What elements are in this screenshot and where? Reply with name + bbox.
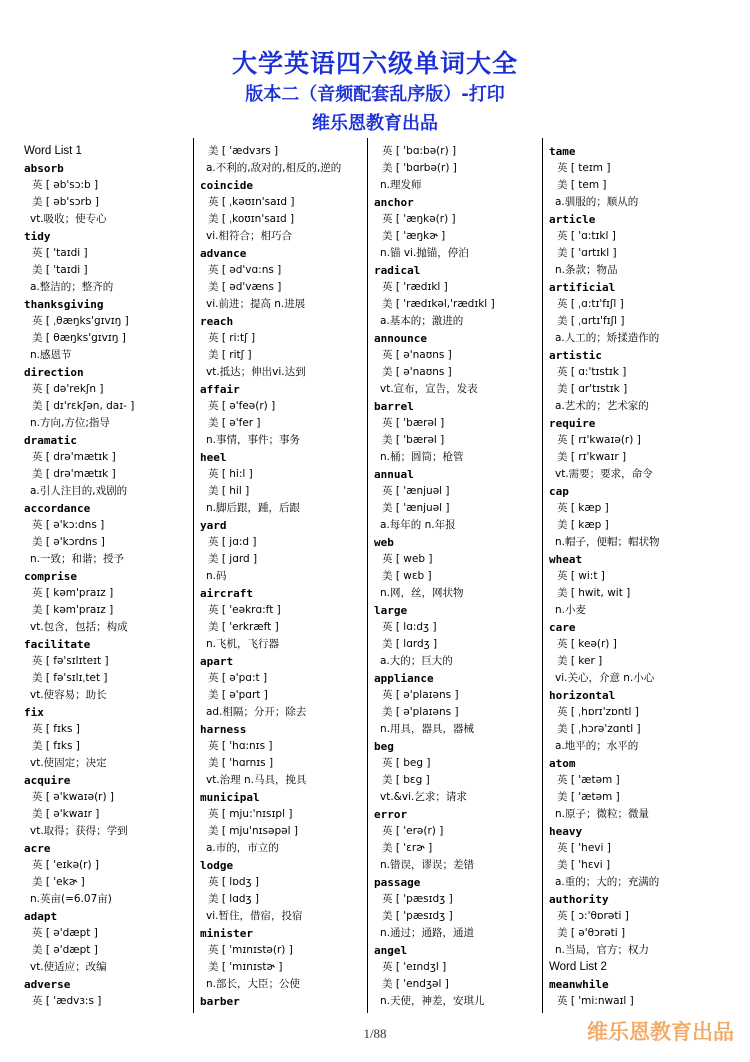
- definition: a.艺术的；艺术家的: [555, 400, 649, 412]
- phonetic: 美 [ θæŋks'gɪvɪŋ ]: [32, 332, 126, 344]
- definition: n.帽子，便帽；帽状物: [555, 536, 660, 548]
- definition: a.不利的,敌对的,相反的,逆的: [206, 162, 342, 174]
- headword: aircraft: [200, 587, 253, 600]
- phonetic: 美 [ ə'pɑrt ]: [208, 689, 268, 701]
- phonetic: 美 [ ə'plaɪəns ]: [382, 706, 459, 718]
- headword: artificial: [549, 281, 616, 294]
- phonetic: 美 [ ə'kwaɪr ]: [32, 808, 100, 820]
- definition: n.网，丝，网状物: [380, 587, 464, 599]
- phonetic: 美 [ ritʃ ]: [208, 349, 252, 361]
- phonetic: 英 [ ə'plaɪəns ]: [382, 689, 459, 701]
- headword: comprise: [24, 570, 77, 583]
- phonetic: 美 [ ɑr'tɪstɪk ]: [557, 383, 628, 395]
- phonetic: 英 [ ˌkəʊɪn'saɪd ]: [208, 196, 295, 208]
- word-column-4: [549, 143, 717, 1010]
- headword: meanwhile: [549, 978, 609, 991]
- phonetic: 英 [ ˌhɒrɪ'zɒntl ]: [557, 706, 639, 718]
- phonetic: 美 [ tem ]: [557, 179, 607, 191]
- phonetic: 美 [ 'pæsɪdʒ ]: [382, 910, 453, 922]
- phonetic: 英 [ 'bɑ:bə(r) ]: [382, 145, 457, 157]
- headword: artistic: [549, 349, 602, 362]
- phonetic: 英 [ 'eəkrɑ:ft ]: [208, 604, 281, 616]
- phonetic: 美 [ 'ætəm ]: [557, 791, 620, 803]
- definition: n.一致；和谐；授予: [30, 553, 124, 565]
- word-column-3: [374, 143, 542, 1010]
- headword: advance: [200, 247, 247, 260]
- publisher-line: 维乐恩教育出品: [312, 113, 438, 134]
- headword: affair: [200, 383, 240, 396]
- phonetic: 美 [ 'ɛrɚ ]: [382, 842, 433, 854]
- headword: yard: [200, 519, 227, 532]
- phonetic: 美 [ ə'fer ]: [208, 417, 261, 429]
- headword: heel: [200, 451, 227, 464]
- definition: vi.前进；提高 n.进展: [206, 298, 306, 310]
- phonetic: 英 [ ˌθæŋks'gɪvɪŋ ]: [32, 315, 129, 327]
- phonetic: 英 [ 'erə(r) ]: [382, 825, 444, 837]
- phonetic: 美 [ 'ekɚ ]: [32, 876, 85, 888]
- headword: wheat: [549, 553, 583, 566]
- definition: n.桶；圆筒；枪管: [380, 451, 464, 463]
- phonetic: 英 [ drə'mætɪk ]: [32, 451, 116, 463]
- definition: n.飞机，飞行器: [206, 638, 279, 650]
- phonetic: 英 [ 'ɑ:tɪkl ]: [557, 230, 616, 242]
- phonetic: 英 [ beg ]: [382, 757, 431, 769]
- headword: direction: [24, 366, 84, 379]
- headword: appliance: [374, 672, 434, 685]
- phonetic: 美 [ ˌkoʊɪn'saɪd ]: [208, 213, 295, 225]
- headword: barber: [200, 995, 240, 1008]
- phonetic: 英 [ ri:tʃ ]: [208, 332, 256, 344]
- phonetic: 美 [ 'bɑrbə(r) ]: [382, 162, 457, 174]
- phonetic: 英 [ 'taɪdi ]: [32, 247, 88, 259]
- headword: angel: [374, 944, 408, 957]
- headword: cap: [549, 485, 569, 498]
- headword: lodge: [200, 859, 234, 872]
- phonetic: 英 [ 'rædɪkl ]: [382, 281, 448, 293]
- phonetic: 美 [ fɪks ]: [32, 740, 80, 752]
- headword: passage: [374, 876, 421, 889]
- phonetic: 美 [ 'rædɪkəl,'rædɪkl ]: [382, 298, 495, 310]
- headword: announce: [374, 332, 427, 345]
- phonetic: 美 [ ker ]: [557, 655, 603, 667]
- headword: article: [549, 213, 596, 226]
- definition: vt.吸收；使专心: [30, 213, 107, 225]
- phonetic: 英 [ mju:'nɪsɪpl ]: [208, 808, 293, 820]
- headword: thanksgiving: [24, 298, 104, 311]
- headword: anchor: [374, 196, 414, 209]
- phonetic: 英 [ 'mi:nwaɪl ]: [557, 995, 634, 1007]
- headword: adverse: [24, 978, 71, 991]
- phonetic: 英 [ 'eɪkə(r) ]: [32, 859, 100, 871]
- definition: n.方向,方位;指导: [30, 417, 110, 429]
- phonetic: 英 [ rɪ'kwaɪə(r) ]: [557, 434, 641, 446]
- phonetic: 英 [ 'hɑ:nɪs ]: [208, 740, 273, 752]
- headword: absorb: [24, 162, 64, 175]
- headword: care: [549, 621, 576, 634]
- phonetic: 英 [ lɒdʒ ]: [208, 876, 260, 888]
- phonetic: 英 [ ə'naʊns ]: [382, 349, 452, 361]
- headword: radical: [374, 264, 421, 277]
- phonetic: 英 [ teɪm ]: [557, 162, 611, 174]
- headword: facilitate: [24, 638, 91, 651]
- definition: n.天使，神差，安琪儿: [380, 995, 485, 1007]
- phonetic: 英 [ jɑ:d ]: [208, 536, 257, 548]
- phonetic: 英 [ hi:l ]: [208, 468, 253, 480]
- phonetic: 英 [ ɑ:'tɪstɪk ]: [557, 366, 627, 378]
- word-column-2: [200, 143, 368, 1010]
- definition: vt.&vi.乞求；请求: [380, 791, 467, 803]
- word-list-title: Word List 2: [549, 961, 607, 973]
- word-column-1: [24, 143, 192, 1010]
- phonetic: 美 [ kəm'praɪz ]: [32, 604, 114, 616]
- headword: tame: [549, 145, 576, 158]
- phonetic: 美 [ 'ædvɜrs ]: [208, 145, 279, 157]
- phonetic: 英 [ 'bærəl ]: [382, 417, 445, 429]
- phonetic: 美 [ hwit, wit ]: [557, 587, 631, 599]
- definition: a.重的；大的；充满的: [555, 876, 660, 888]
- headword: coincide: [200, 179, 253, 192]
- headword: minister: [200, 927, 253, 940]
- phonetic: 美 [ əb'sɔrb ]: [32, 196, 99, 208]
- definition: n.码: [206, 570, 227, 582]
- definition: n.脚后跟，踵，后跟: [206, 502, 300, 514]
- page-subtitle: 版本二（音频配套乱序版）-打印: [245, 84, 505, 105]
- headword: heavy: [549, 825, 583, 838]
- headword: fix: [24, 706, 44, 719]
- phonetic: 英 [ lɑ:dʒ ]: [382, 621, 437, 633]
- phonetic: 英 [ ə'dæpt ]: [32, 927, 98, 939]
- phonetic: 美 [ ə'kɔrdns ]: [32, 536, 105, 548]
- definition: n.小麦: [555, 604, 586, 616]
- watermark: 维乐恩教育出品: [587, 1020, 734, 1044]
- phonetic: 美 [ 'ɑrtɪkl ]: [557, 247, 617, 259]
- definition: vt.包含，包括；构成: [30, 621, 128, 633]
- definition: vi.暂住，借宿，投宿: [206, 910, 303, 922]
- phonetic: 美 [ 'bærəl ]: [382, 434, 445, 446]
- headword: barrel: [374, 400, 414, 413]
- headword: horizontal: [549, 689, 616, 702]
- definition: n.英亩(=6.07亩): [30, 893, 112, 905]
- definition: ad.相隔；分开；除去: [206, 706, 307, 718]
- definition: a.人工的；矫揉造作的: [555, 332, 660, 344]
- definition: n.事情，事件；事务: [206, 434, 300, 446]
- phonetic: 英 [ 'pæsɪdʒ ]: [382, 893, 453, 905]
- phonetic: 英 [ əd'vɑ:ns ]: [208, 264, 282, 276]
- definition: vi.相符合；相巧合: [206, 230, 292, 242]
- phonetic: 美 [ fə'sɪlɪˌtet ]: [32, 672, 108, 684]
- phonetic: 美 [ dɪ'rɛkʃən, daɪ- ]: [32, 400, 135, 412]
- definition: a.整洁的；整齐的: [30, 281, 114, 293]
- headword: error: [374, 808, 408, 821]
- phonetic: 英 [ 'ætəm ]: [557, 774, 620, 786]
- definition: a.每年的 n.年报: [380, 519, 456, 531]
- page-number: 1/88: [363, 1026, 387, 1041]
- headword: dramatic: [24, 434, 77, 447]
- definition: n.条款；物品: [555, 264, 618, 276]
- phonetic: 美 [ 'taɪdi ]: [32, 264, 88, 276]
- definition: vt.使容易；助长: [30, 689, 107, 701]
- phonetic: 英 [ web ]: [382, 553, 433, 565]
- phonetic: 美 [ 'endʒəl ]: [382, 978, 449, 990]
- phonetic: 美 [ wɛb ]: [382, 570, 432, 582]
- definition: n.错误，谬误；差错: [380, 859, 474, 871]
- phonetic: 美 [ 'ænjuəl ]: [382, 502, 450, 514]
- headword: require: [549, 417, 596, 430]
- phonetic: 美 [ mju'nɪsəpəl ]: [208, 825, 298, 837]
- definition: n.理发师: [380, 179, 422, 191]
- definition: a.基本的；激进的: [380, 315, 464, 327]
- definition: vt.需要；要求，命令: [555, 468, 653, 480]
- phonetic: 美 [ lɑrdʒ ]: [382, 638, 438, 650]
- definition: vt.抵达；伸出vi.达到: [206, 366, 306, 378]
- phonetic: 美 [ ˌɑrtɪ'fɪʃl ]: [557, 315, 625, 327]
- phonetic: 英 [ 'ædvɜ:s ]: [32, 995, 102, 1007]
- headword: acquire: [24, 774, 71, 787]
- phonetic: 英 [ əb'sɔ:b ]: [32, 179, 99, 191]
- phonetic: 英 [ ə'kɔ:dns ]: [32, 519, 105, 531]
- definition: n.用具，器具，器械: [380, 723, 474, 735]
- definition: n.当局，官方；权力: [555, 944, 649, 956]
- headword: reach: [200, 315, 234, 328]
- phonetic: 英 [ 'æŋkə(r) ]: [382, 213, 456, 225]
- phonetic: 美 [ 'hɑrnɪs ]: [208, 757, 274, 769]
- definition: n.锚 vi.抛锚，停泊: [380, 247, 469, 259]
- phonetic: 英 [ də'rekʃn ]: [32, 383, 104, 395]
- phonetic: 英 [ ə'feə(r) ]: [208, 400, 276, 412]
- phonetic: 美 [ drə'mætɪk ]: [32, 468, 116, 480]
- headword: apart: [200, 655, 234, 668]
- phonetic: 英 [ wi:t ]: [557, 570, 605, 582]
- headword: adapt: [24, 910, 58, 923]
- headword: harness: [200, 723, 247, 736]
- phonetic: 英 [ ə'kwaɪə(r) ]: [32, 791, 115, 803]
- definition: vi.关心，介意 n.小心: [555, 672, 655, 684]
- phonetic: 英 [ kæp ]: [557, 502, 609, 514]
- phonetic: 美 [ 'hɛvi ]: [557, 859, 611, 871]
- phonetic: 美 [ 'æŋkɚ ]: [382, 230, 446, 242]
- column-divider: [542, 138, 543, 1013]
- headword: atom: [549, 757, 576, 770]
- headword: municipal: [200, 791, 260, 804]
- phonetic: 美 [ ə'θɔrəti ]: [557, 927, 626, 939]
- phonetic: 美 [ bɛg ]: [382, 774, 430, 786]
- definition: n.通过；通路，通道: [380, 927, 474, 939]
- headword: annual: [374, 468, 414, 481]
- phonetic: 美 [ ə'naʊns ]: [382, 366, 452, 378]
- definition: vt.取得；获得；学到: [30, 825, 128, 837]
- headword: accordance: [24, 502, 91, 515]
- phonetic: 英 [ ə'pɑ:t ]: [208, 672, 268, 684]
- phonetic: 美 [ jɑrd ]: [208, 553, 258, 565]
- definition: a.地平的；水平的: [555, 740, 639, 752]
- phonetic: 美 [ ə'dæpt ]: [32, 944, 98, 956]
- definition: vt.使适应；改编: [30, 961, 107, 973]
- headword: acre: [24, 842, 51, 855]
- definition: n.原子；微粒；微量: [555, 808, 649, 820]
- phonetic: 英 [ 'ænjuəl ]: [382, 485, 450, 497]
- phonetic: 英 [ 'eɪndʒl ]: [382, 961, 447, 973]
- phonetic: 英 [ keə(r) ]: [557, 638, 617, 650]
- headword: beg: [374, 740, 394, 753]
- definition: n.感恩节: [30, 349, 72, 361]
- phonetic: 英 [ ˌɑ:tɪ'fɪʃl ]: [557, 298, 624, 310]
- definition: a.引人注目的,戏剧的: [30, 485, 128, 497]
- phonetic: 英 [ ɔ:'θɒrəti ]: [557, 910, 629, 922]
- phonetic: 美 [ lɑdʒ ]: [208, 893, 260, 905]
- phonetic: 美 [ kæp ]: [557, 519, 609, 531]
- headword: authority: [549, 893, 609, 906]
- phonetic: 英 [ 'mɪnɪstə(r) ]: [208, 944, 293, 956]
- definition: a.驯服的；顺从的: [555, 196, 639, 208]
- phonetic: 美 [ hil ]: [208, 485, 250, 497]
- definition: a.大的；巨大的: [380, 655, 453, 667]
- headword: large: [374, 604, 408, 617]
- word-list-title: Word List 1: [24, 145, 82, 157]
- phonetic: 美 [ 'mɪnɪstɚ ]: [208, 961, 283, 973]
- phonetic: 美 [ rɪ'kwaɪr ]: [557, 451, 627, 463]
- definition: n.部长，大臣；公使: [206, 978, 300, 990]
- headword: tidy: [24, 230, 51, 243]
- phonetic: 英 [ 'hevi ]: [557, 842, 611, 854]
- definition: a.市的，市立的: [206, 842, 279, 854]
- phonetic: 美 [ ˌhɔrə'zɑntl ]: [557, 723, 641, 735]
- phonetic: 英 [ kəm'praɪz ]: [32, 587, 114, 599]
- definition: vt.治理 n.马具，挽具: [206, 774, 307, 786]
- phonetic: 英 [ fə'sɪlɪteɪt ]: [32, 655, 109, 667]
- phonetic: 美 [ əd'væns ]: [208, 281, 282, 293]
- definition: vt.宣布，宣告，发表: [380, 383, 478, 395]
- page-title: 大学英语四六级单词大全: [231, 49, 518, 78]
- column-divider: [193, 138, 194, 1013]
- headword: web: [374, 536, 394, 549]
- phonetic: 美 [ 'erkræft ]: [208, 621, 279, 633]
- phonetic: 英 [ fɪks ]: [32, 723, 80, 735]
- definition: vt.使固定；决定: [30, 757, 107, 769]
